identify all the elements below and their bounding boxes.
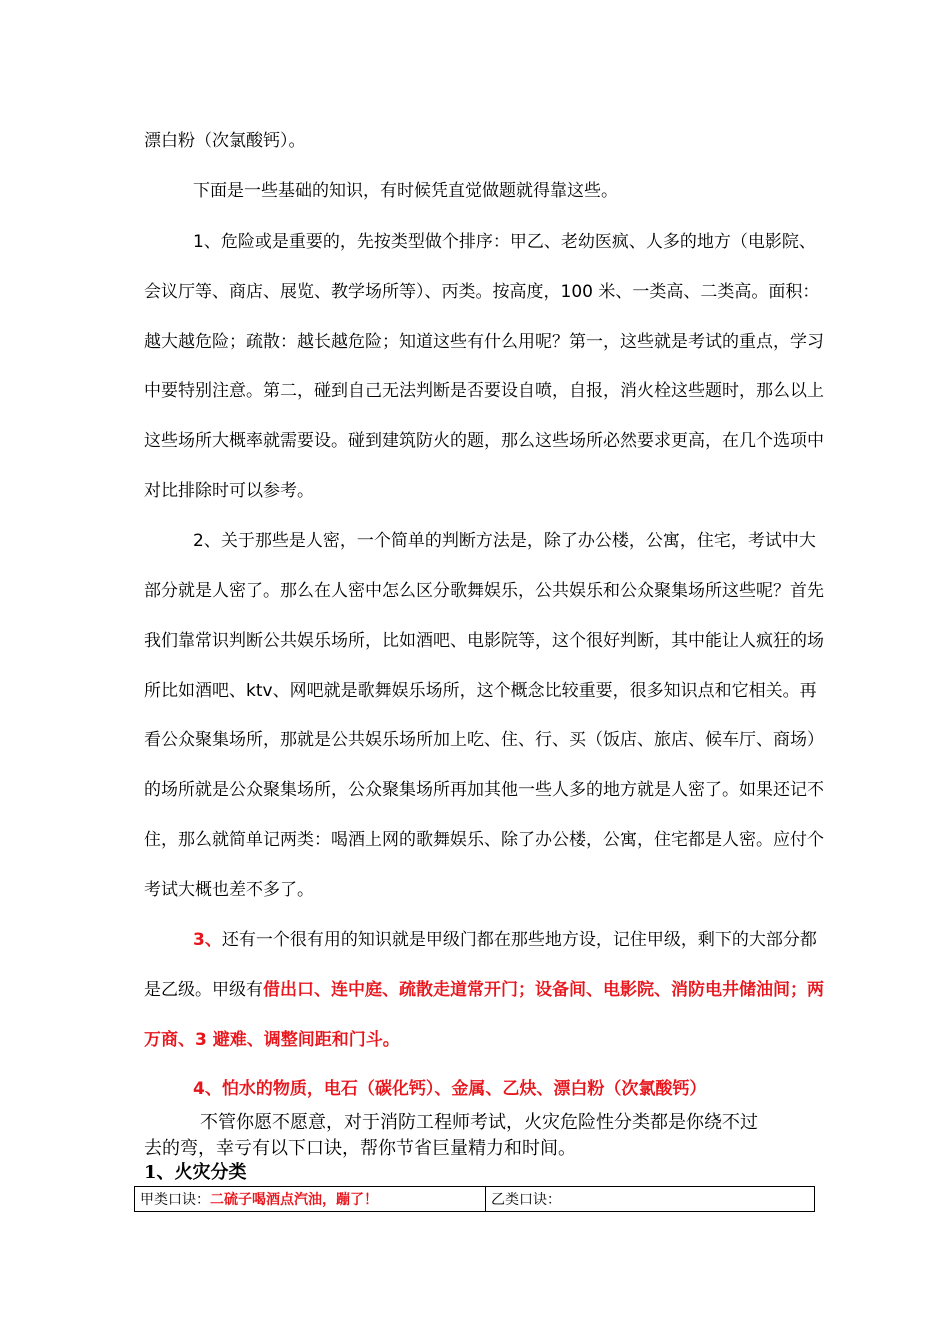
item3-text: 还有一个很有用的知识就是甲级门都在那些地方设，记住甲级，剩下的大部分都 [221,930,817,950]
item3-highlight: 借出口、连中庭、疏散走道常开门；设备间、电影院、消防电井储油间；两 [263,980,824,1000]
table-row [135,1187,815,1212]
paragraph-line: 部分就是人密了。那么在人密中怎么区分歌舞娱乐，公共娱乐和公众聚集场所这些呢？首先 [144,581,824,601]
table-cell-class-a [135,1187,486,1212]
item3-line1 [193,929,817,951]
item3-line2 [144,979,824,1001]
table-cell-class-b [486,1187,815,1212]
paragraph-line: 2、关于那些是人密，一个简单的判断方法是，除了办公楼，公寓，住宅，考试中大 [193,531,816,551]
paragraph-line: 越大越危险；疏散：越长越危险；知道这些有什么用呢？第一，这些就是考试的重点，学习 [144,332,824,352]
intro-line: 去的弯，幸亏有以下口诀，帮你节省巨量精力和时间。 [144,1138,576,1159]
fire-class-table [134,1186,815,1212]
paragraph-line: 1、危险或是重要的，先按类型做个排序：甲乙、老幼医疯、人多的地方（电影院、 [193,232,816,252]
paragraph-line: 对比排除时可以参考。 [144,481,314,501]
item3-number: 3、 [193,930,222,950]
paragraph-line: 所比如酒吧、ktv、网吧就是歌舞娱乐场所，这个概念比较重要，很多知识点和它相关。再 [144,681,817,701]
paragraph-line: 漂白粉（次氯酸钙）。 [144,131,306,151]
paragraph-line: 住，那么就简单记两类：喝酒上网的歌舞娱乐、除了办公楼，公寓，住宅都是人密。应付个 [144,830,824,850]
item3-plain-text: 是乙级。甲级有 [144,980,263,1000]
item4-heading: 4、怕水的物质，电石（碳化钙）、金属、乙炔、漂白粉（次氯酸钙） [193,1079,707,1099]
item3-line3: 万商、3 避难、调整间距和门斗。 [144,1030,400,1050]
paragraph-line: 这些场所大概率就需要设。碰到建筑防火的题，那么这些场所必然要求更高，在几个选项中 [144,431,824,451]
paragraph-line: 会议厅等、商店、展览、教学场所等）、丙类。按高度，100 米、一类高、二类高。面积： [144,282,820,302]
section-heading: 1、火灾分类 [144,1162,247,1183]
paragraph-line: 中要特别注意。第二，碰到自己无法判断是否要设自喷，自报，消火栓这些题时，那么以上 [144,381,824,401]
class-a-mnemonic: 二硫子喝酒点汽油，蹦了！ [210,1192,378,1208]
paragraph-line: 的场所就是公众聚集场所，公众聚集场所再加其他一些人多的地方就是人密了。如果还记不 [144,780,824,800]
class-b-label: 乙类口诀： [491,1192,561,1208]
paragraph-line: 我们靠常识判断公共娱乐场所，比如酒吧、电影院等，这个很好判断，其中能让人疯狂的场 [144,631,824,651]
class-a-label: 甲类口诀： [140,1192,210,1208]
intro-line: 不管你愿不愿意，对于消防工程师考试，火灾危险性分类都是你绕不过 [200,1112,758,1133]
paragraph-line: 看公众聚集场所，那就是公共娱乐场所加上吃、住、行、买（饭店、旅店、候车厅、商场） [144,730,824,750]
paragraph-line: 考试大概也差不多了。 [144,880,314,900]
paragraph-line: 下面是一些基础的知识，有时候凭直觉做题就得靠这些。 [193,181,618,201]
